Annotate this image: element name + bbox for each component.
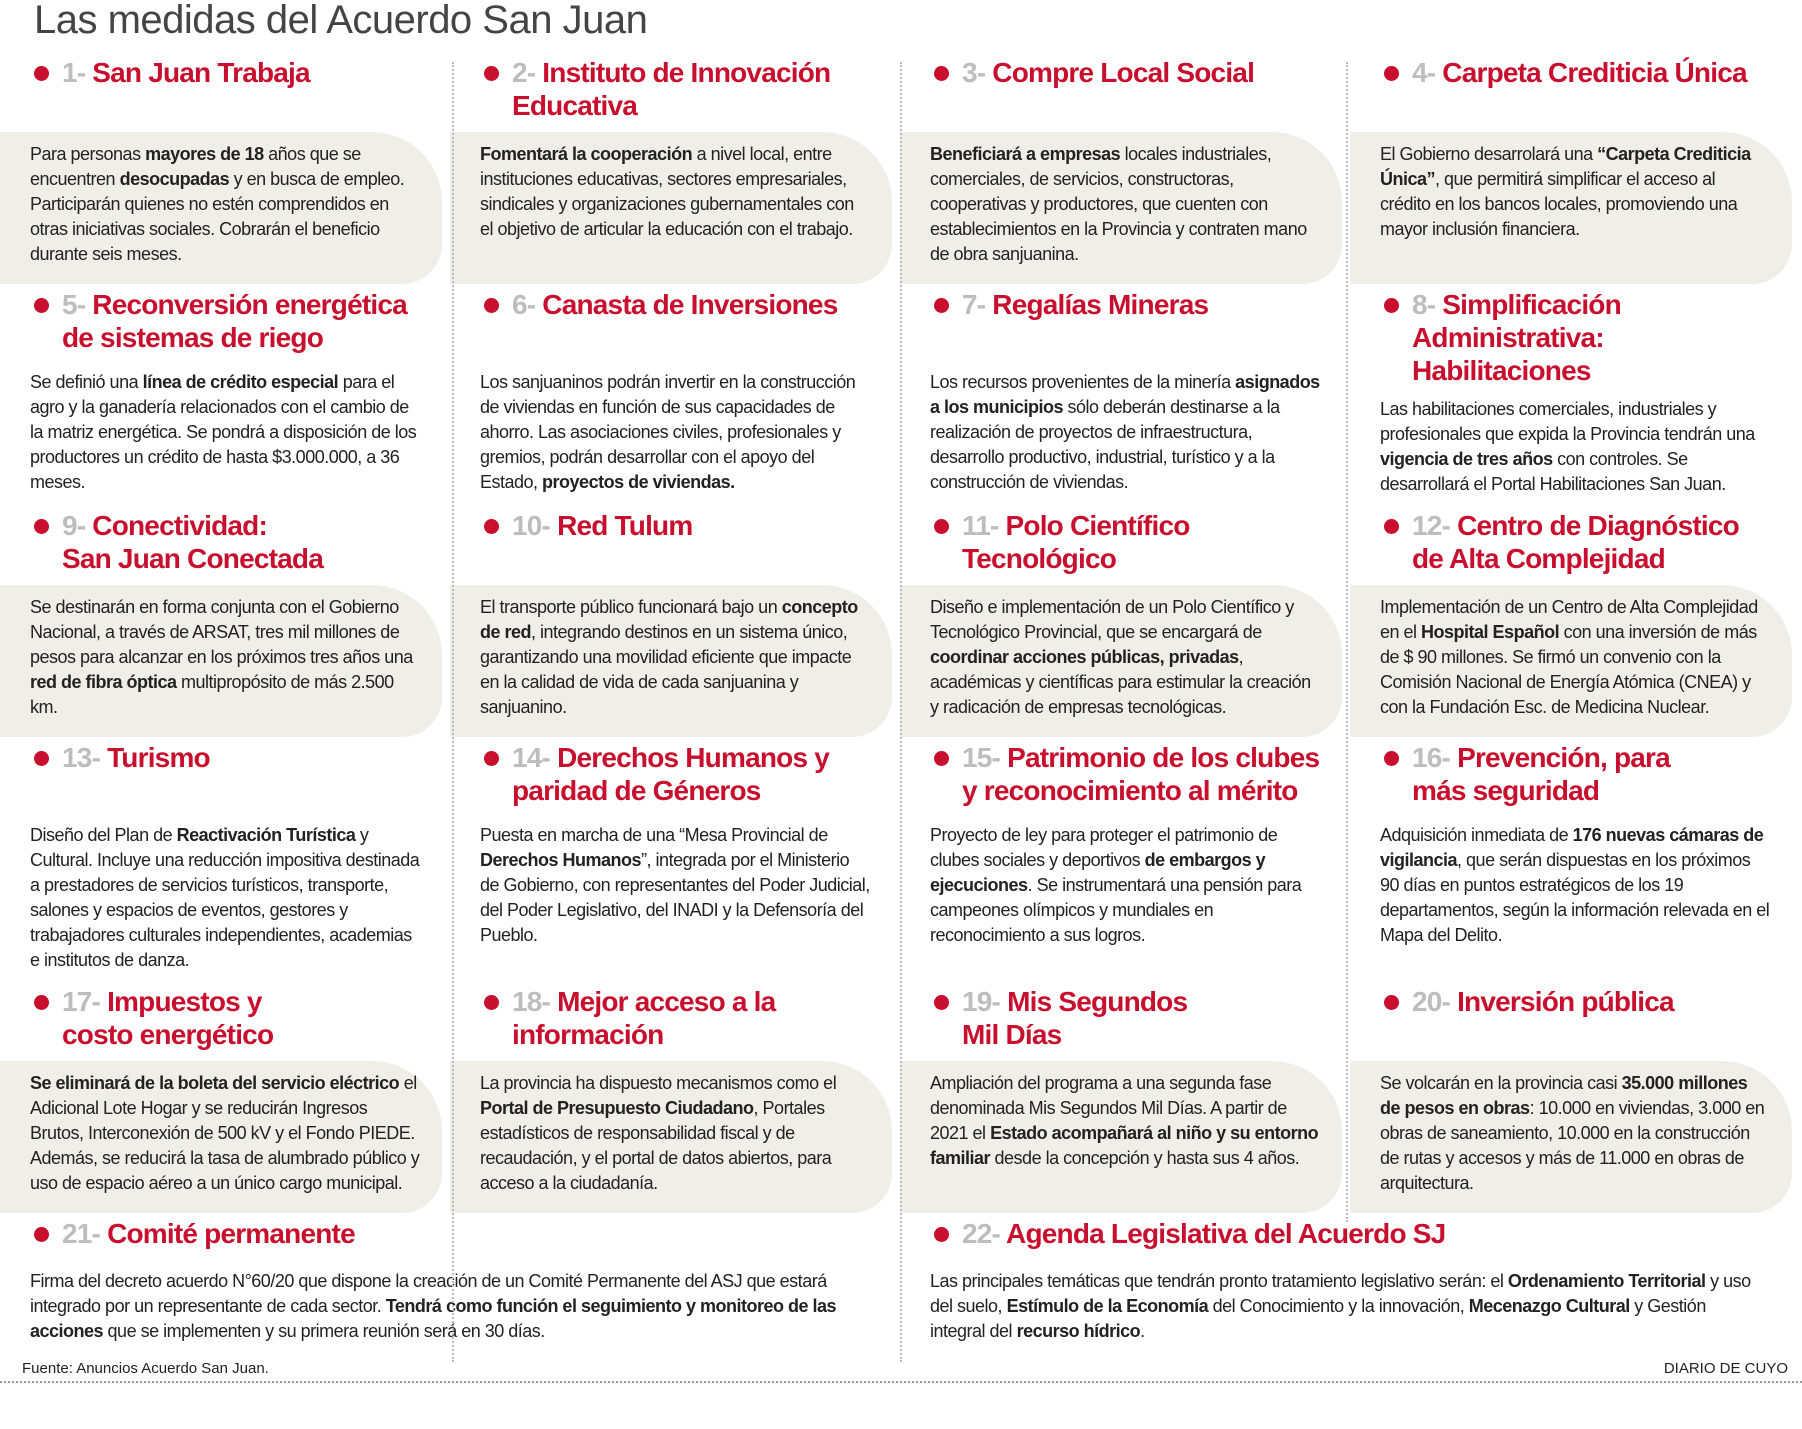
- measure-item: [1350, 288, 1792, 505]
- measure-item: [450, 288, 892, 505]
- bullet-icon: [1384, 66, 1399, 81]
- measure-title: Comité permanente: [107, 1218, 355, 1249]
- description-text: Firma del decreto acuerdo N°60/20 que dispone la creación de un Comité Permanente del ASJ que estará integrado por un representante de cada sector.: [30, 1271, 827, 1316]
- measure-heading: [0, 509, 442, 585]
- description-text: y Gestión integral del: [930, 1296, 1706, 1341]
- measure-item: [0, 288, 442, 505]
- measure-item: [450, 509, 892, 737]
- measure-description: [900, 364, 1342, 505]
- description-text: El Gobierno desarrolará una: [1380, 144, 1598, 164]
- measure-item: [0, 1217, 880, 1352]
- description-text: Las principales temáticas que tendrán pronto tratamiento legislativo serán: el: [930, 1271, 1508, 1291]
- description-text: Los sanjuaninos podrán invertir en la construcción de viviendas en función de sus capacidades de ahorro. Las asociaciones civiles, profesionales y gremios, podrán desarrollar con el apoyo del Estado,: [480, 372, 856, 492]
- measure-heading: [1350, 56, 1792, 132]
- measure-description: [0, 817, 442, 981]
- measure-heading: [1350, 985, 1792, 1061]
- description-text: Se definió una: [30, 372, 143, 392]
- measure-heading: [1350, 509, 1792, 585]
- bullet-icon: [484, 751, 499, 766]
- description-text: ”, integrada por el Ministerio de Gobierno, con representantes del Poder Judicial, del Poder Legislativo, del INADI y la Defensoría del Pueblo.: [480, 850, 870, 945]
- emphasis-text: Mecenazgo Cultural: [1468, 1296, 1630, 1316]
- measure-number: 21-: [62, 1218, 101, 1249]
- measure-title: Simplificación Administrativa: Habilitaciones: [1412, 289, 1621, 386]
- measure-heading: [450, 56, 892, 132]
- emphasis-text: Portal de Presupuesto Ciudadano: [480, 1098, 754, 1118]
- emphasis-text: Fomentará la cooperación: [480, 144, 693, 164]
- description-text: y uso del suelo,: [930, 1271, 1751, 1316]
- description-text: .: [1140, 1321, 1145, 1341]
- measure-title: Mejor acceso a la información: [512, 986, 776, 1050]
- measure-description: [1350, 817, 1792, 981]
- measure-description: [450, 364, 892, 505]
- emphasis-text: mayores de 18: [145, 144, 264, 164]
- measure-description: [900, 132, 1342, 284]
- measure-title: Compre Local Social: [992, 57, 1255, 88]
- measure-item: [0, 509, 442, 737]
- description-text: y Cultural. Incluye una reducción impositiva destinada a prestadores de servicios turísticos, transporte, salones y espacios de eventos, gestores y trabajadores culturales independientes, academias e institutos de danza.: [30, 825, 420, 970]
- description-text: El transporte público funcionará bajo un: [480, 597, 782, 617]
- measure-title: Carpeta Crediticia Única: [1442, 57, 1747, 88]
- emphasis-text: red de fibra óptica: [30, 672, 177, 692]
- description-text: el Adicional Lote Hogar y se reducirán Ingresos Brutos, Interconexión de 500 kV y el Fondo PIEDE. Además, se reducirá la tasa de alumbrado público y uso de espacio aéreo a un único cargo municipal.: [30, 1073, 420, 1193]
- measure-title: Patrimonio de los clubes y reconocimiento al mérito: [962, 742, 1320, 806]
- measure-description: [0, 1061, 442, 1213]
- publisher-credit: DIARIO DE CUYO: [1663, 1360, 1788, 1377]
- bullet-icon: [34, 751, 49, 766]
- emphasis-text: recurso hídrico: [1016, 1321, 1141, 1341]
- emphasis-text: Hospital Español: [1421, 622, 1560, 642]
- measure-number: 15-: [962, 742, 1001, 773]
- description-text: sólo deberán destinarse a la realización de proyectos de infraestructura, desarrollo productivo, industrial, turístico y a la construcción de viviendas.: [930, 397, 1280, 492]
- measure-number: 8-: [1412, 289, 1436, 320]
- measure-item: [0, 56, 442, 284]
- measure-description: [0, 132, 442, 284]
- measure-number: 6-: [512, 289, 536, 320]
- description-text: Los recursos provenientes de la minería: [930, 372, 1236, 392]
- emphasis-text: asignados a los municipios: [930, 372, 1320, 417]
- measure-heading: [900, 56, 1342, 132]
- description-text: , que permitirá simplificar el acceso al crédito en los bancos locales, promoviendo una mayor inclusión financiera.: [1380, 169, 1738, 239]
- description-text: , integrando destinos en un sistema único, garantizando una movilidad eficiente que impacte en la calidad de vida de cada sanjuanina y sanjuanino.: [480, 622, 852, 717]
- emphasis-text: Ordenamiento Territorial: [1507, 1271, 1706, 1291]
- measure-item: [450, 985, 892, 1213]
- measure-item: [0, 741, 442, 981]
- measure-description: [900, 585, 1342, 737]
- measure-heading: [900, 741, 1342, 817]
- emphasis-text: Se eliminará de la boleta del servicio eléctrico: [30, 1073, 400, 1093]
- measure-heading: [450, 509, 892, 585]
- measure-description: [0, 1263, 880, 1352]
- measure-title: Derechos Humanos y paridad de Géneros: [512, 742, 829, 806]
- emphasis-text: 176 nuevas cámaras de vigilancia: [1380, 825, 1764, 870]
- description-text: Las habilitaciones comerciales, industriales y profesionales que expida la Provincia tendrán una: [1380, 399, 1755, 444]
- measure-number: 14-: [512, 742, 551, 773]
- measure-number: 12-: [1412, 510, 1451, 541]
- description-text: , que serán dispuestas en los próximos 90 días en puntos estratégicos de los 19 departamentos, según la información relevada en el Mapa del Delito.: [1380, 850, 1770, 945]
- emphasis-text: Tendrá como función el seguimiento y monitoreo de las acciones: [30, 1296, 837, 1341]
- column-divider: [900, 62, 902, 1362]
- measure-description: [1350, 1061, 1792, 1213]
- column-divider: [452, 62, 454, 1362]
- measure-number: 19-: [962, 986, 1001, 1017]
- measure-heading: [0, 56, 442, 132]
- measure-description: [900, 817, 1342, 981]
- bullet-icon: [484, 298, 499, 313]
- bullet-icon: [1384, 519, 1399, 534]
- bullet-icon: [34, 1227, 49, 1242]
- description-text: y en busca de empleo. Participarán quienes no estén comprendidos en otras iniciativas sociales. Cobrarán el beneficio durante seis meses.: [30, 169, 405, 264]
- bullet-icon: [34, 66, 49, 81]
- measure-title: Red Tulum: [557, 510, 693, 541]
- measure-item: [900, 509, 1342, 737]
- measure-item: [1350, 985, 1792, 1213]
- description-text: multipropósito de más 2.500 km.: [30, 672, 394, 717]
- measure-description: [1350, 132, 1792, 284]
- measure-heading: [900, 1217, 1780, 1263]
- measure-title: Inversión pública: [1457, 986, 1674, 1017]
- measure-number: 7-: [962, 289, 986, 320]
- emphasis-text: Estímulo de la Economía: [1006, 1296, 1209, 1316]
- description-text: con una inversión de más de $ 90 millones. Se firmó un convenio con la Comisión Nacional de Energía Atómica (CNEA) y con la Fundación Esc. de Medicina Nuclear.: [1380, 622, 1757, 717]
- bullet-icon: [484, 66, 499, 81]
- bullet-icon: [934, 298, 949, 313]
- measure-item: [900, 985, 1342, 1213]
- measure-title: Reconversión energética de sistemas de riego: [62, 289, 407, 353]
- bullet-icon: [1384, 751, 1399, 766]
- measure-heading: [1350, 741, 1792, 817]
- description-text: que se implementen y su primera reunión será en 30 días.: [103, 1321, 545, 1341]
- measure-description: [1350, 585, 1792, 737]
- emphasis-text: Reactivación Turística: [176, 825, 356, 845]
- column-divider: [1346, 62, 1348, 1222]
- emphasis-text: desocupadas: [119, 169, 230, 189]
- description-text: para el agro y la ganadería relacionados con el cambio de la matriz energética. Se pondrá a disposición de los productores un crédito de hasta $3.000.000, a 36 meses.: [30, 372, 417, 492]
- description-text: Puesta en marcha de una “Mesa Provincial de: [480, 825, 828, 845]
- bullet-icon: [934, 519, 949, 534]
- measure-number: 4-: [1412, 57, 1436, 88]
- measure-description: [450, 1061, 892, 1213]
- measure-heading: [450, 741, 892, 817]
- measure-heading: [0, 741, 442, 817]
- measure-number: 16-: [1412, 742, 1451, 773]
- measure-item: [0, 985, 442, 1213]
- measure-number: 5-: [62, 289, 86, 320]
- measure-heading: [0, 1217, 880, 1263]
- description-text: a nivel local, entre instituciones educativas, sectores empresariales, sindicales y organizaciones gubernamentales con el objetivo de articular la educación con el trabajo.: [480, 144, 854, 239]
- measure-item: [900, 288, 1342, 505]
- description-text: del Conocimiento y la innovación,: [1208, 1296, 1469, 1316]
- measure-description: [450, 585, 892, 737]
- emphasis-text: vigencia de tres años: [1380, 449, 1553, 469]
- measure-heading: [900, 288, 1342, 364]
- measure-description: [450, 817, 892, 981]
- bullet-icon: [934, 995, 949, 1010]
- measure-title: Agenda Legislativa del Acuerdo SJ: [1006, 1218, 1446, 1249]
- description-text: Implementación de un Centro de Alta Complejidad en el: [1380, 597, 1758, 642]
- measure-description: [900, 1061, 1342, 1213]
- bullet-icon: [484, 519, 499, 534]
- measure-number: 17-: [62, 986, 101, 1017]
- bullet-icon: [484, 995, 499, 1010]
- measure-description: [900, 1263, 1780, 1352]
- emphasis-text: de embargos y ejecuciones: [930, 850, 1266, 895]
- bullet-icon: [1384, 298, 1399, 313]
- measure-number: 18-: [512, 986, 551, 1017]
- bullet-icon: [34, 995, 49, 1010]
- page-title: Las medidas del Acuerdo San Juan: [34, 0, 648, 42]
- measure-item: [450, 56, 892, 284]
- description-text: Adquisición inmediata de: [1380, 825, 1573, 845]
- measure-number: 1-: [62, 57, 86, 88]
- measure-title: Prevención, para más seguridad: [1412, 742, 1670, 806]
- measure-item: [450, 741, 892, 981]
- measure-description: [1350, 391, 1792, 505]
- measure-number: 3-: [962, 57, 986, 88]
- measure-heading: [900, 509, 1342, 585]
- measure-title: Instituto de Innovación Educativa: [512, 57, 831, 121]
- description-text: Se destinarán en forma conjunta con el Gobierno Nacional, a través de ARSAT, tres mil millones de pesos para alcanzar en los próximos tres años una: [30, 597, 413, 667]
- measure-description: [0, 364, 442, 505]
- measure-number: 9-: [62, 510, 86, 541]
- emphasis-text: Beneficiará a empresas: [930, 144, 1121, 164]
- measure-heading: [450, 985, 892, 1061]
- bullet-icon: [34, 298, 49, 313]
- emphasis-text: 35.000 millones de pesos en obras: [1380, 1073, 1748, 1118]
- measure-heading: [0, 985, 442, 1061]
- measure-number: 22-: [962, 1218, 1001, 1249]
- description-text: . Se instrumentará una pensión para campeones olímpicos y mundiales en reconocimiento a sus logros.: [930, 875, 1302, 945]
- measure-number: 13-: [62, 742, 101, 773]
- measure-item: [900, 741, 1342, 981]
- emphasis-text: coordinar acciones públicas, privadas: [930, 647, 1239, 667]
- bullet-icon: [934, 66, 949, 81]
- description-text: : 10.000 en viviendas, 3.000 en obras de saneamiento, 10.000 en la construcción de rutas y accesos y más de 11.000 en obras de arquitectura.: [1380, 1098, 1765, 1193]
- description-text: desde la concepción y hasta sus 4 años.: [990, 1148, 1300, 1168]
- emphasis-text: concepto de red: [480, 597, 858, 642]
- emphasis-text: Derechos Humanos: [480, 850, 642, 870]
- emphasis-text: proyectos de viviendas.: [542, 472, 735, 492]
- bullet-icon: [34, 519, 49, 534]
- measure-item: [900, 1217, 1780, 1352]
- measure-title: Conectividad: San Juan Conectada: [62, 510, 324, 574]
- description-text: años que se encuentren: [30, 144, 361, 189]
- description-text: Proyecto de ley para proteger el patrimonio de clubes sociales y deportivos: [930, 825, 1278, 870]
- measure-item: [900, 56, 1342, 284]
- bullet-icon: [1384, 995, 1399, 1010]
- measure-title: San Juan Trabaja: [92, 57, 310, 88]
- measure-number: 20-: [1412, 986, 1451, 1017]
- emphasis-text: “Carpeta Crediticia Única”: [1380, 144, 1751, 189]
- description-text: Diseño e implementación de un Polo Científico y Tecnológico Provincial, que se encargará de: [930, 597, 1294, 642]
- measure-heading: [1350, 288, 1792, 391]
- measure-title: Regalías Mineras: [992, 289, 1209, 320]
- measure-item: [1350, 56, 1792, 284]
- measure-number: 10-: [512, 510, 551, 541]
- measure-number: 2-: [512, 57, 536, 88]
- measure-title: Centro de Diagnóstico de Alta Complejidad: [1412, 510, 1739, 574]
- emphasis-text: Estado acompañará al niño y su entorno familiar: [930, 1123, 1319, 1168]
- bullet-icon: [934, 1227, 949, 1242]
- description-text: con controles. Se desarrollará el Portal Habilitaciones San Juan.: [1380, 449, 1726, 494]
- source-note: Fuente: Anuncios Acuerdo San Juan.: [22, 1360, 269, 1377]
- measure-title: Impuestos y costo energético: [62, 986, 274, 1050]
- bullet-icon: [934, 751, 949, 766]
- description-text: , Portales estadísticos de responsabilidad fiscal y de recaudación, y el portal de datos abiertos, para acceso a la ciudadanía.: [480, 1098, 832, 1193]
- measure-item: [1350, 509, 1792, 737]
- measure-heading: [900, 985, 1342, 1061]
- description-text: La provincia ha dispuesto mecanismos como el: [480, 1073, 837, 1093]
- description-text: Se volcarán en la provincia casi: [1380, 1073, 1622, 1093]
- description-text: Ampliación del programa a una segunda fase denominada Mis Segundos Mil Días. A partir de 2021 el: [930, 1073, 1287, 1143]
- description-text: Para personas: [30, 144, 146, 164]
- emphasis-text: línea de crédito especial: [142, 372, 339, 392]
- measure-title: Canasta de Inversiones: [542, 289, 838, 320]
- measure-number: 11-: [962, 510, 999, 541]
- description-text: , académicas y científicas para estimular la creación y radicación de empresas tecnológicas.: [930, 647, 1311, 717]
- measure-description: [450, 132, 892, 284]
- measure-title: Mis Segundos Mil Días: [962, 986, 1188, 1050]
- measure-item: [1350, 741, 1792, 981]
- measure-title: Turismo: [107, 742, 210, 773]
- measure-heading: [450, 288, 892, 364]
- measure-title: Polo Científico Tecnológico: [962, 510, 1190, 574]
- measure-heading: [0, 288, 442, 364]
- description-text: locales industriales, comerciales, de servicios, constructoras, cooperativas y productores, que cuenten con establecimientos en la Provincia y contraten mano de obra sanjuanina.: [930, 144, 1307, 264]
- description-text: Diseño del Plan de: [30, 825, 177, 845]
- measure-description: [0, 585, 442, 737]
